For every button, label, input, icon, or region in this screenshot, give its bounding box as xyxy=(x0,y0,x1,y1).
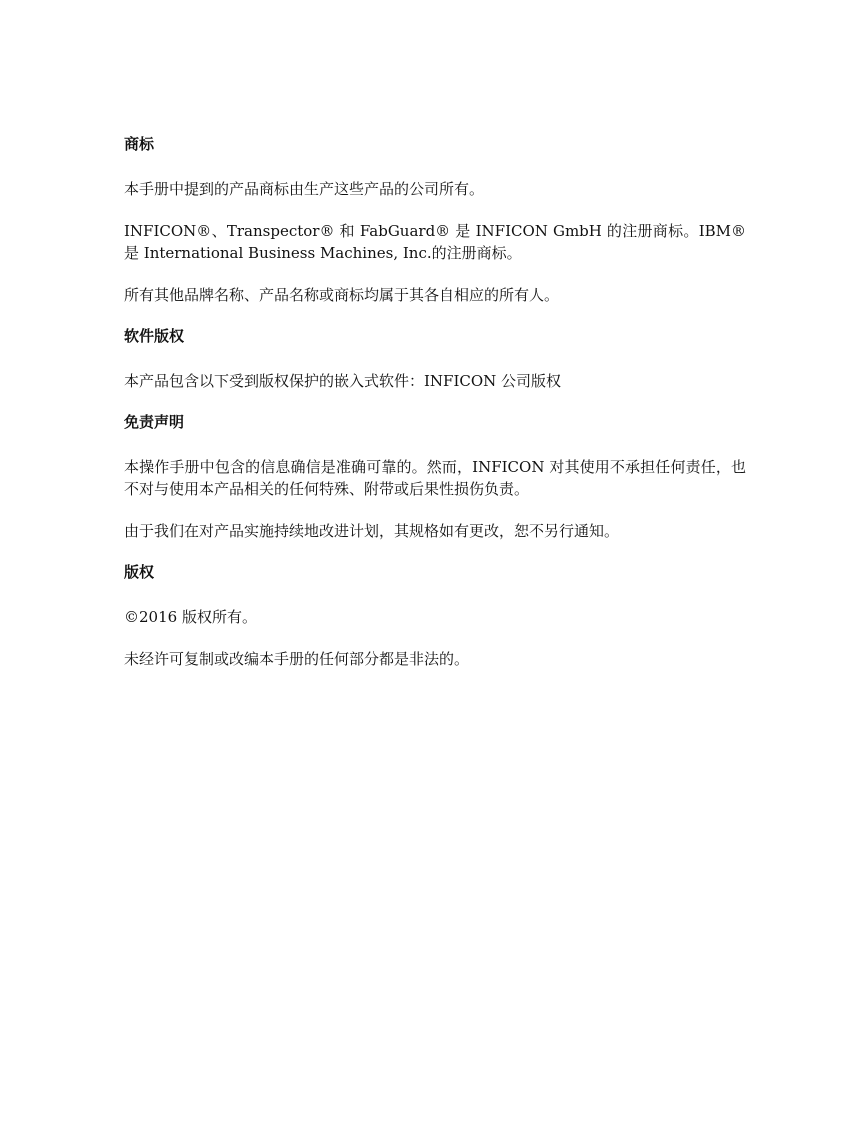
section-heading-software-copyright: 软件版权 xyxy=(124,327,185,345)
document-page xyxy=(124,133,746,670)
paragraph-trademark-ownership: 本手册中提到的产品商标由生产这些产品的公司所有。 xyxy=(124,180,485,198)
paragraph-disclaimer-liability: 本操作手册中包含的信息确信是准确可靠的。然而，INFICON 对其使用不承担任何责任，也不对与使用本产品相关的任何特殊、附带或后果性损伤负责。 xyxy=(124,458,746,498)
paragraph-reproduction-notice: 未经许可复制或改编本手册的任何部分都是非法的。 xyxy=(124,650,470,668)
paragraph-specification-changes: 由于我们在对产品实施持续地改进计划，其规格如有更改，恕不另行通知。 xyxy=(124,522,620,540)
paragraph-registered-trademarks: INFICON®、Transpector® 和 FabGuard® 是 INFICON GmbH 的注册商标。IBM® 是 International Business Machines, Inc.的注册商标。 xyxy=(124,222,746,262)
section-heading-trademarks: 商标 xyxy=(124,135,155,153)
section-heading-disclaimer: 免责声明 xyxy=(124,413,185,431)
paragraph-other-brands: 所有其他品牌名称、产品名称或商标均属于其各自相应的所有人。 xyxy=(124,286,560,304)
paragraph-embedded-software: 本产品包含以下受到版权保护的嵌入式软件：INFICON 公司版权 xyxy=(124,372,562,390)
paragraph-copyright-year: ©2016 版权所有。 xyxy=(124,608,257,626)
section-heading-copyright: 版权 xyxy=(124,563,155,581)
